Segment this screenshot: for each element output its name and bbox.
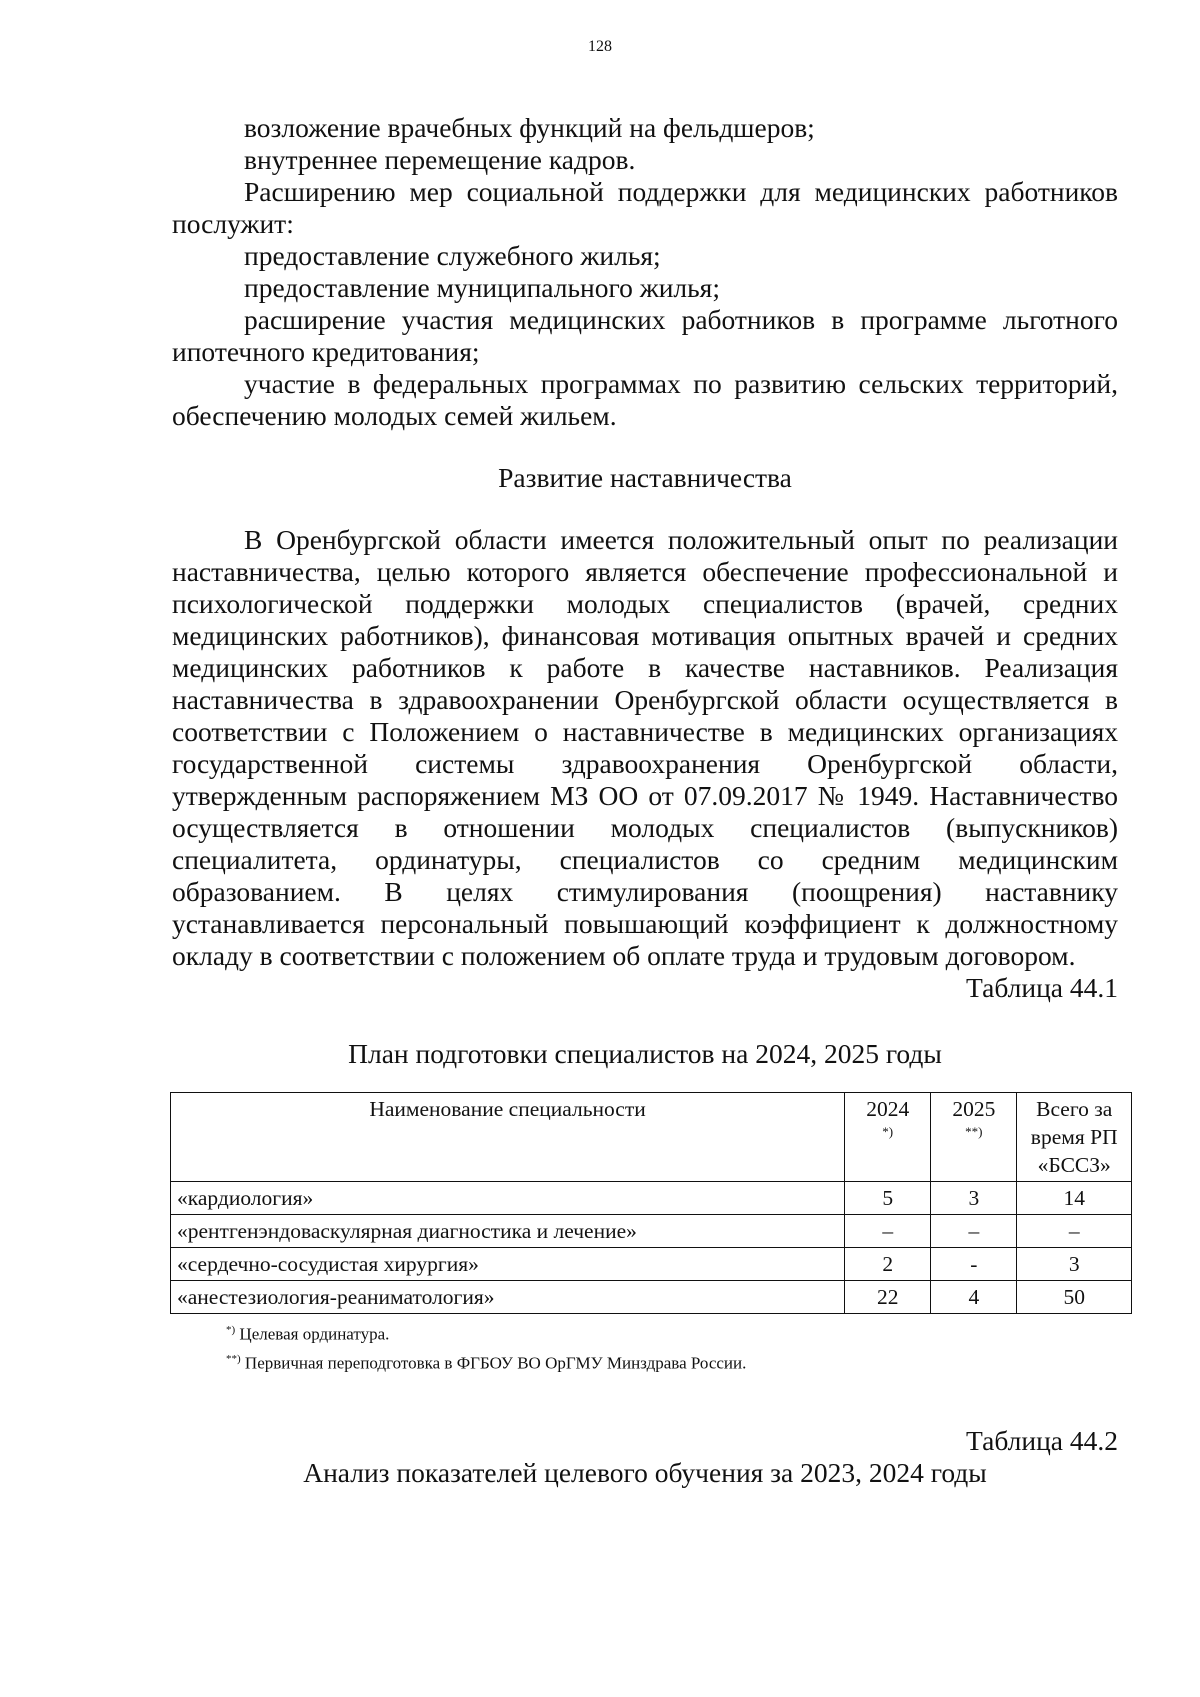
bullet-paragraph: расширение участия медицинских работников в программе льготного ипотечного кредитования;	[172, 304, 1118, 367]
table-header-row	[171, 1093, 1132, 1182]
footnote-mark: **)	[965, 1124, 983, 1139]
header-2025: 2025 **)	[931, 1093, 1017, 1182]
bullet-paragraph: предоставление муниципального жилья;	[244, 272, 720, 303]
page-number: 128	[588, 38, 612, 55]
footnote-mark: *)	[226, 1324, 236, 1336]
table-row	[171, 1248, 1132, 1281]
footnote	[226, 1347, 1118, 1376]
header-specialty: Наименование специальности	[171, 1093, 845, 1182]
cell-total: 3	[1017, 1248, 1132, 1281]
cell-2024: 2	[845, 1248, 931, 1281]
bullet-paragraph: участие в федеральных программах по развитию сельских территорий, обеспечению молодых семей жильем.	[172, 368, 1118, 431]
table-2-label: Таблица 44.2	[966, 1425, 1118, 1457]
cell-total: –	[1017, 1215, 1132, 1248]
cell-specialty: «кардиология»	[171, 1182, 845, 1215]
cell-specialty: «рентгенэндоваскулярная диагностика и лечение»	[171, 1215, 845, 1248]
cell-specialty: «анестезиология-реаниматология»	[171, 1281, 845, 1314]
cell-2025: 4	[931, 1281, 1017, 1314]
bullet-paragraph: возложение врачебных функций на фельдшеров;	[244, 112, 815, 143]
table-row	[171, 1281, 1132, 1314]
training-plan-table	[170, 1092, 1132, 1314]
cell-2025: -	[931, 1248, 1017, 1281]
header-2024: 2024 *)	[845, 1093, 931, 1182]
cell-2025: 3	[931, 1182, 1017, 1215]
body-paragraph: Расширению мер социальной поддержки для медицинских работников послужит:	[172, 176, 1118, 239]
bullet-paragraph: внутреннее перемещение кадров.	[244, 144, 636, 175]
footnote	[226, 1318, 1118, 1347]
cell-total: 14	[1017, 1182, 1132, 1215]
footnote-mark: **)	[226, 1352, 241, 1365]
document-body	[172, 112, 1118, 1489]
table-1-title: План подготовки специалистов на 2024, 2025 годы	[348, 1038, 942, 1069]
section-heading: Развитие наставничества	[498, 462, 792, 493]
table-row	[171, 1215, 1132, 1248]
cell-2024: –	[845, 1215, 931, 1248]
table-row	[171, 1182, 1132, 1215]
table-1-label: Таблица 44.1	[966, 972, 1118, 1003]
cell-total: 50	[1017, 1281, 1132, 1314]
bullet-paragraph: предоставление служебного жилья;	[244, 240, 661, 271]
footnote-mark: *)	[882, 1124, 894, 1139]
footnote-text: Целевая ординатура.	[239, 1324, 390, 1344]
cell-specialty: «сердечно-сосудистая хирургия»	[171, 1248, 845, 1281]
mentorship-paragraph: В Оренбургской области имеется положительный опыт по реализации наставничества, целью которого является обеспечение профессиональной и психологической поддержки молодых специалистов (врачей, средних медицинских работников), финансовая мотивация опытных врачей и средних медицинских работников к работе в качестве наставников. Реализация наставничества в здравоохранении Оренбургской области осуществляется в соответствии с Положением о наставничестве в медицинских организациях государственной системы здравоохранения Оренбургской области, утвержденным распоряжением МЗ ОО от 07.09.2017 № 1949. Наставничество осуществляется в отношении молодых специалистов (выпускников) специалитета, ординатуры, специалистов со средним медицинским образованием. В целях стимулирования (поощрения) наставнику устанавливается персональный повышающий коэффициент к должностному окладу в соответствии с положением об оплате труда и трудовым договором.	[172, 524, 1118, 971]
table-footnotes	[226, 1318, 1118, 1375]
cell-2025: –	[931, 1215, 1017, 1248]
cell-2024: 22	[845, 1281, 931, 1314]
header-total: Всего за время РП «БССЗ»	[1017, 1093, 1132, 1182]
footnote-text: Первичная переподготовка в ФГБОУ ВО ОрГМУ Минздрава России.	[244, 1353, 747, 1373]
table-2-title: Анализ показателей целевого обучения за 2023, 2024 годы	[303, 1457, 987, 1489]
cell-2024: 5	[845, 1182, 931, 1215]
